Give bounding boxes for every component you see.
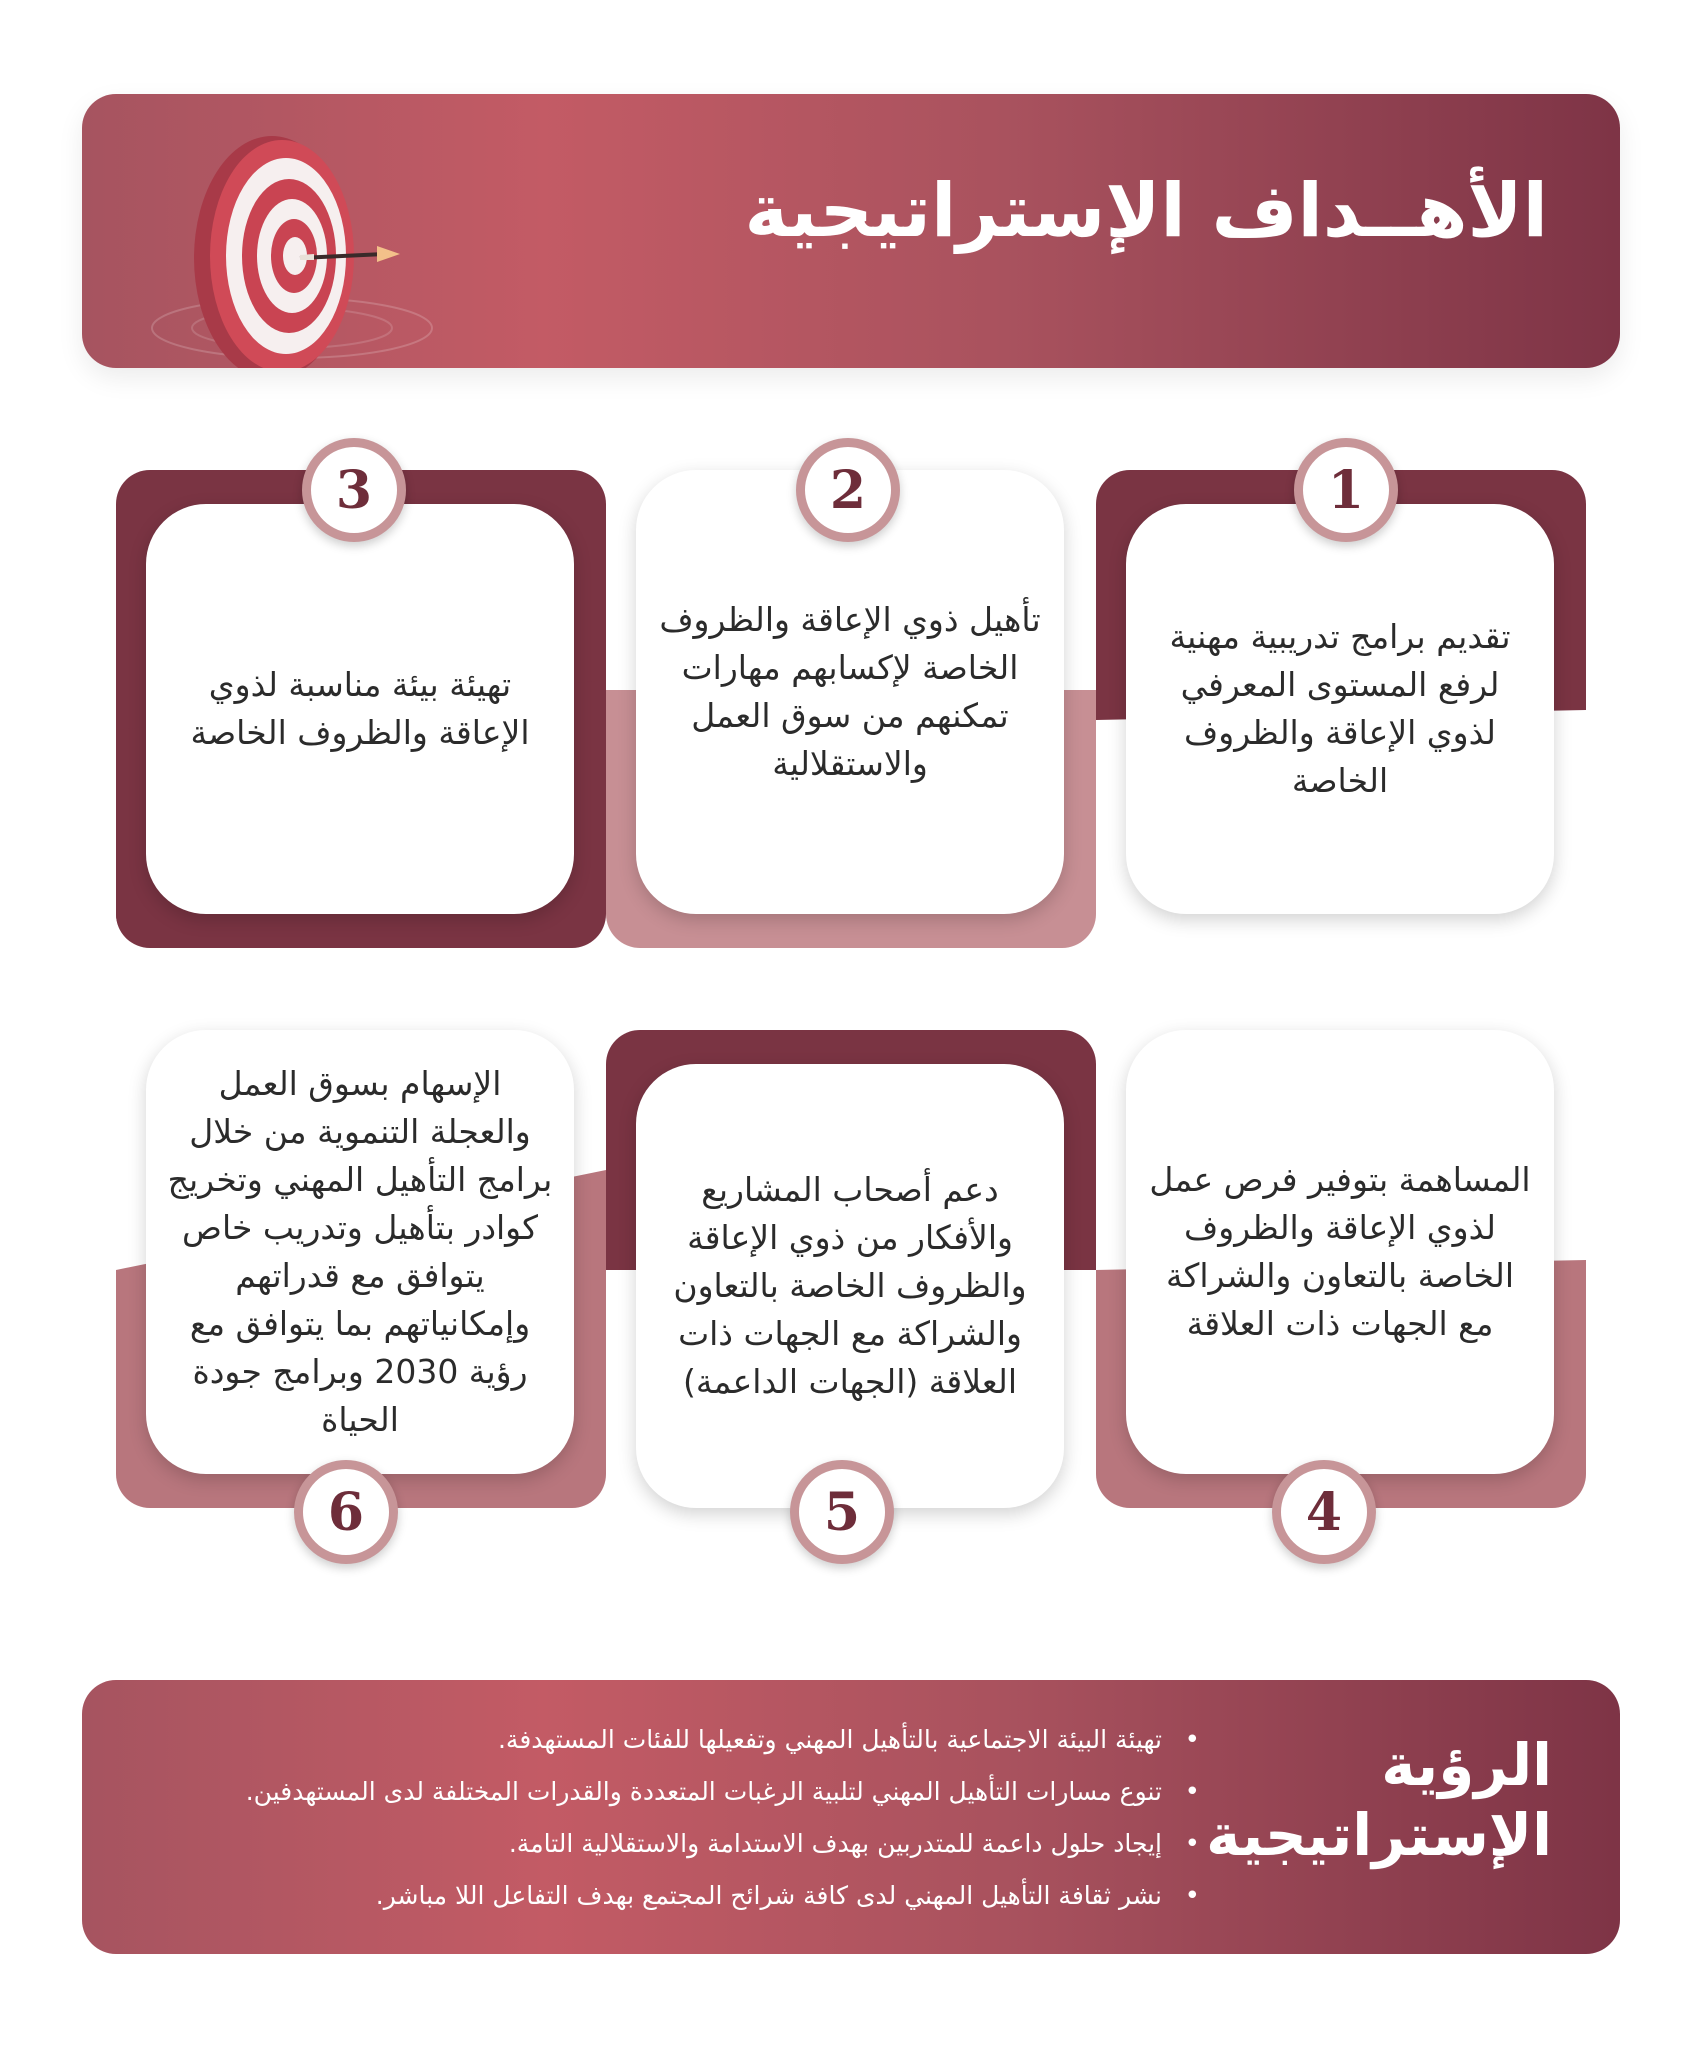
card-content xyxy=(1126,504,1554,914)
vision-title-line-2: الإستراتيجية xyxy=(1206,1801,1552,1869)
card-content xyxy=(1126,1030,1554,1474)
goal-text: الإسهام بسوق العمل والعجلة التنموية من خلال برامج التأهيل المهني وتخريج كوادر بتأهيل وتدريب خاص يتوافق مع قدراتهم وإمكانياتهم بما يتوافق مع رؤية 2030 وبرامج جودة الحياة xyxy=(167,1064,553,1439)
goal-card-3 xyxy=(116,459,606,948)
goal-number-badge: 4 xyxy=(1272,1460,1376,1564)
goal-text: المساهمة بتوفير فرص عمل لذوي الإعاقة والظروف الخاصة بالتعاون والشراكة مع الجهات ذات العلاقة xyxy=(1149,1160,1531,1343)
vision-item: • نشر ثقافة التأهيل المهني لدى كافة شرائح المجتمع بهدف التفاعل اللا مباشر. xyxy=(100,1870,1200,1922)
goal-card-2 xyxy=(606,459,1096,948)
goal-number-badge: 3 xyxy=(302,438,406,542)
goal-number-badge: 6 xyxy=(294,1460,398,1564)
vision-title xyxy=(1206,1730,1552,1870)
vision-list xyxy=(100,1714,1200,1922)
goal-card-6 xyxy=(116,1030,606,1543)
vision-title-line-1: الرؤية xyxy=(1381,1731,1552,1799)
goal-card-4 xyxy=(1096,1030,1586,1543)
goal-card-1 xyxy=(1096,459,1586,948)
header-banner xyxy=(82,94,1620,368)
vision-item: • تنوع مسارات التأهيل المهني لتلبية الرغبات المتعددة والقدرات المختلفة لدى المستهدفين. xyxy=(100,1766,1200,1818)
vision-item: • إيجاد حلول داعمة للمتدربين بهدف الاستدامة والاستقلالية التامة. xyxy=(100,1818,1200,1870)
dartboard-target-icon xyxy=(122,108,452,368)
card-content xyxy=(146,1030,574,1474)
card-content xyxy=(636,1064,1064,1508)
goal-number-badge: 5 xyxy=(790,1460,894,1564)
page-title: الأهــداف الإستراتيجية xyxy=(744,168,1548,254)
goal-text: تهيئة بيئة مناسبة لذوي الإعاقة والظروف الخاصة xyxy=(190,665,530,752)
goal-number-badge: 1 xyxy=(1294,438,1398,542)
goal-text: تقديم برامج تدريبية مهنية لرفع المستوى المعرفي لذوي الإعاقة والظروف الخاصة xyxy=(1169,617,1511,800)
vision-item: • تهيئة البيئة الاجتماعية بالتأهيل المهني وتفعيلها للفئات المستهدفة. xyxy=(100,1714,1200,1766)
goal-card-5 xyxy=(606,1030,1096,1543)
card-content xyxy=(146,504,574,914)
vision-banner xyxy=(82,1680,1620,1954)
goal-number-badge: 2 xyxy=(796,438,900,542)
goal-text: دعم أصحاب المشاريع والأفكار من ذوي الإعاقة والظروف الخاصة بالتعاون والشراكة مع الجهات ذات العلاقة (الجهات الداعمة) xyxy=(673,1170,1027,1401)
goal-text: تأهيل ذوي الإعاقة والظروف الخاصة لإكسابهم مهارات تمكنهم من سوق العمل والاستقلالية xyxy=(659,600,1041,783)
